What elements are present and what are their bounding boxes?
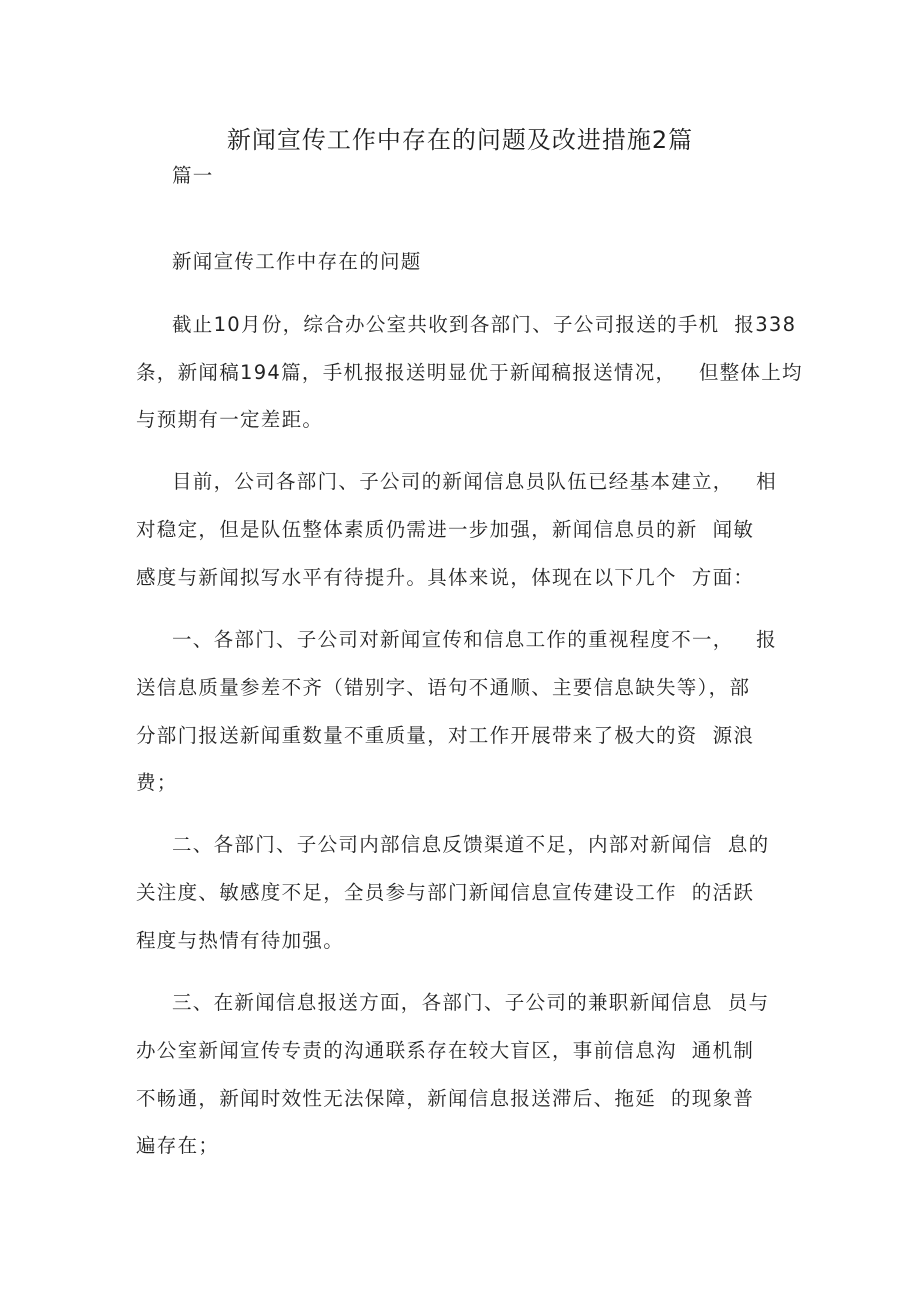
- paragraph-line: 与预期有一定差距。: [136, 408, 324, 431]
- paragraph-line: 程度与热情有待加强。: [136, 929, 345, 952]
- paragraph-line: 目前，公司各部门、子公司的新闻信息员队伍已经基本建立， 相: [172, 470, 777, 493]
- section-label: 篇一: [172, 164, 214, 187]
- paragraph-line: 遍存在；: [136, 1134, 220, 1157]
- subheading: 新闻宣传工作中存在的问题: [172, 250, 422, 273]
- paragraph-line: 分部门报送新闻重数量不重质量，对工作开展带来了极大的资 源浪: [136, 724, 755, 747]
- paragraph-line: 关注度、敏感度不足，全员参与部门新闻信息宣传建设工作 的活跃: [136, 881, 755, 904]
- paragraph-line: 送信息质量参差不齐（错别字、语句不通顺、主要信息缺失等），部: [136, 676, 751, 699]
- document-title: 新闻宣传工作中存在的问题及改进措施2篇: [226, 126, 694, 154]
- paragraph-line: 不畅通，新闻时效性无法保障，新闻信息报送滞后、拖延 的现象普: [136, 1087, 755, 1110]
- paragraph-line: 三、在新闻信息报送方面，各部门、子公司的兼职新闻信息 员与: [172, 991, 770, 1014]
- paragraph-line: 条，新闻稿194篇，手机报报送明显优于新闻稿报送情况， 但整体上均: [136, 361, 803, 384]
- paragraph-line: 感度与新闻拟写水平有待提升。具体来说，体现在以下几个 方面：: [136, 566, 755, 589]
- paragraph-line: 一、各部门、子公司对新闻宣传和信息工作的重视程度不一， 报: [172, 628, 777, 651]
- paragraph-line: 办公室新闻宣传专责的沟通联系存在较大盲区，事前信息沟 通机制: [136, 1039, 755, 1062]
- paragraph-line: 费；: [136, 771, 178, 794]
- paragraph-line: 对稳定，但是队伍整体素质仍需进一步加强，新闻信息员的新 闻敏: [136, 518, 755, 541]
- paragraph-line: 截止10月份，综合办公室共收到各部门、子公司报送的手机 报338: [172, 313, 797, 336]
- paragraph-line: 二、各部门、子公司内部信息反馈渠道不足，内部对新闻信 息的: [172, 833, 770, 856]
